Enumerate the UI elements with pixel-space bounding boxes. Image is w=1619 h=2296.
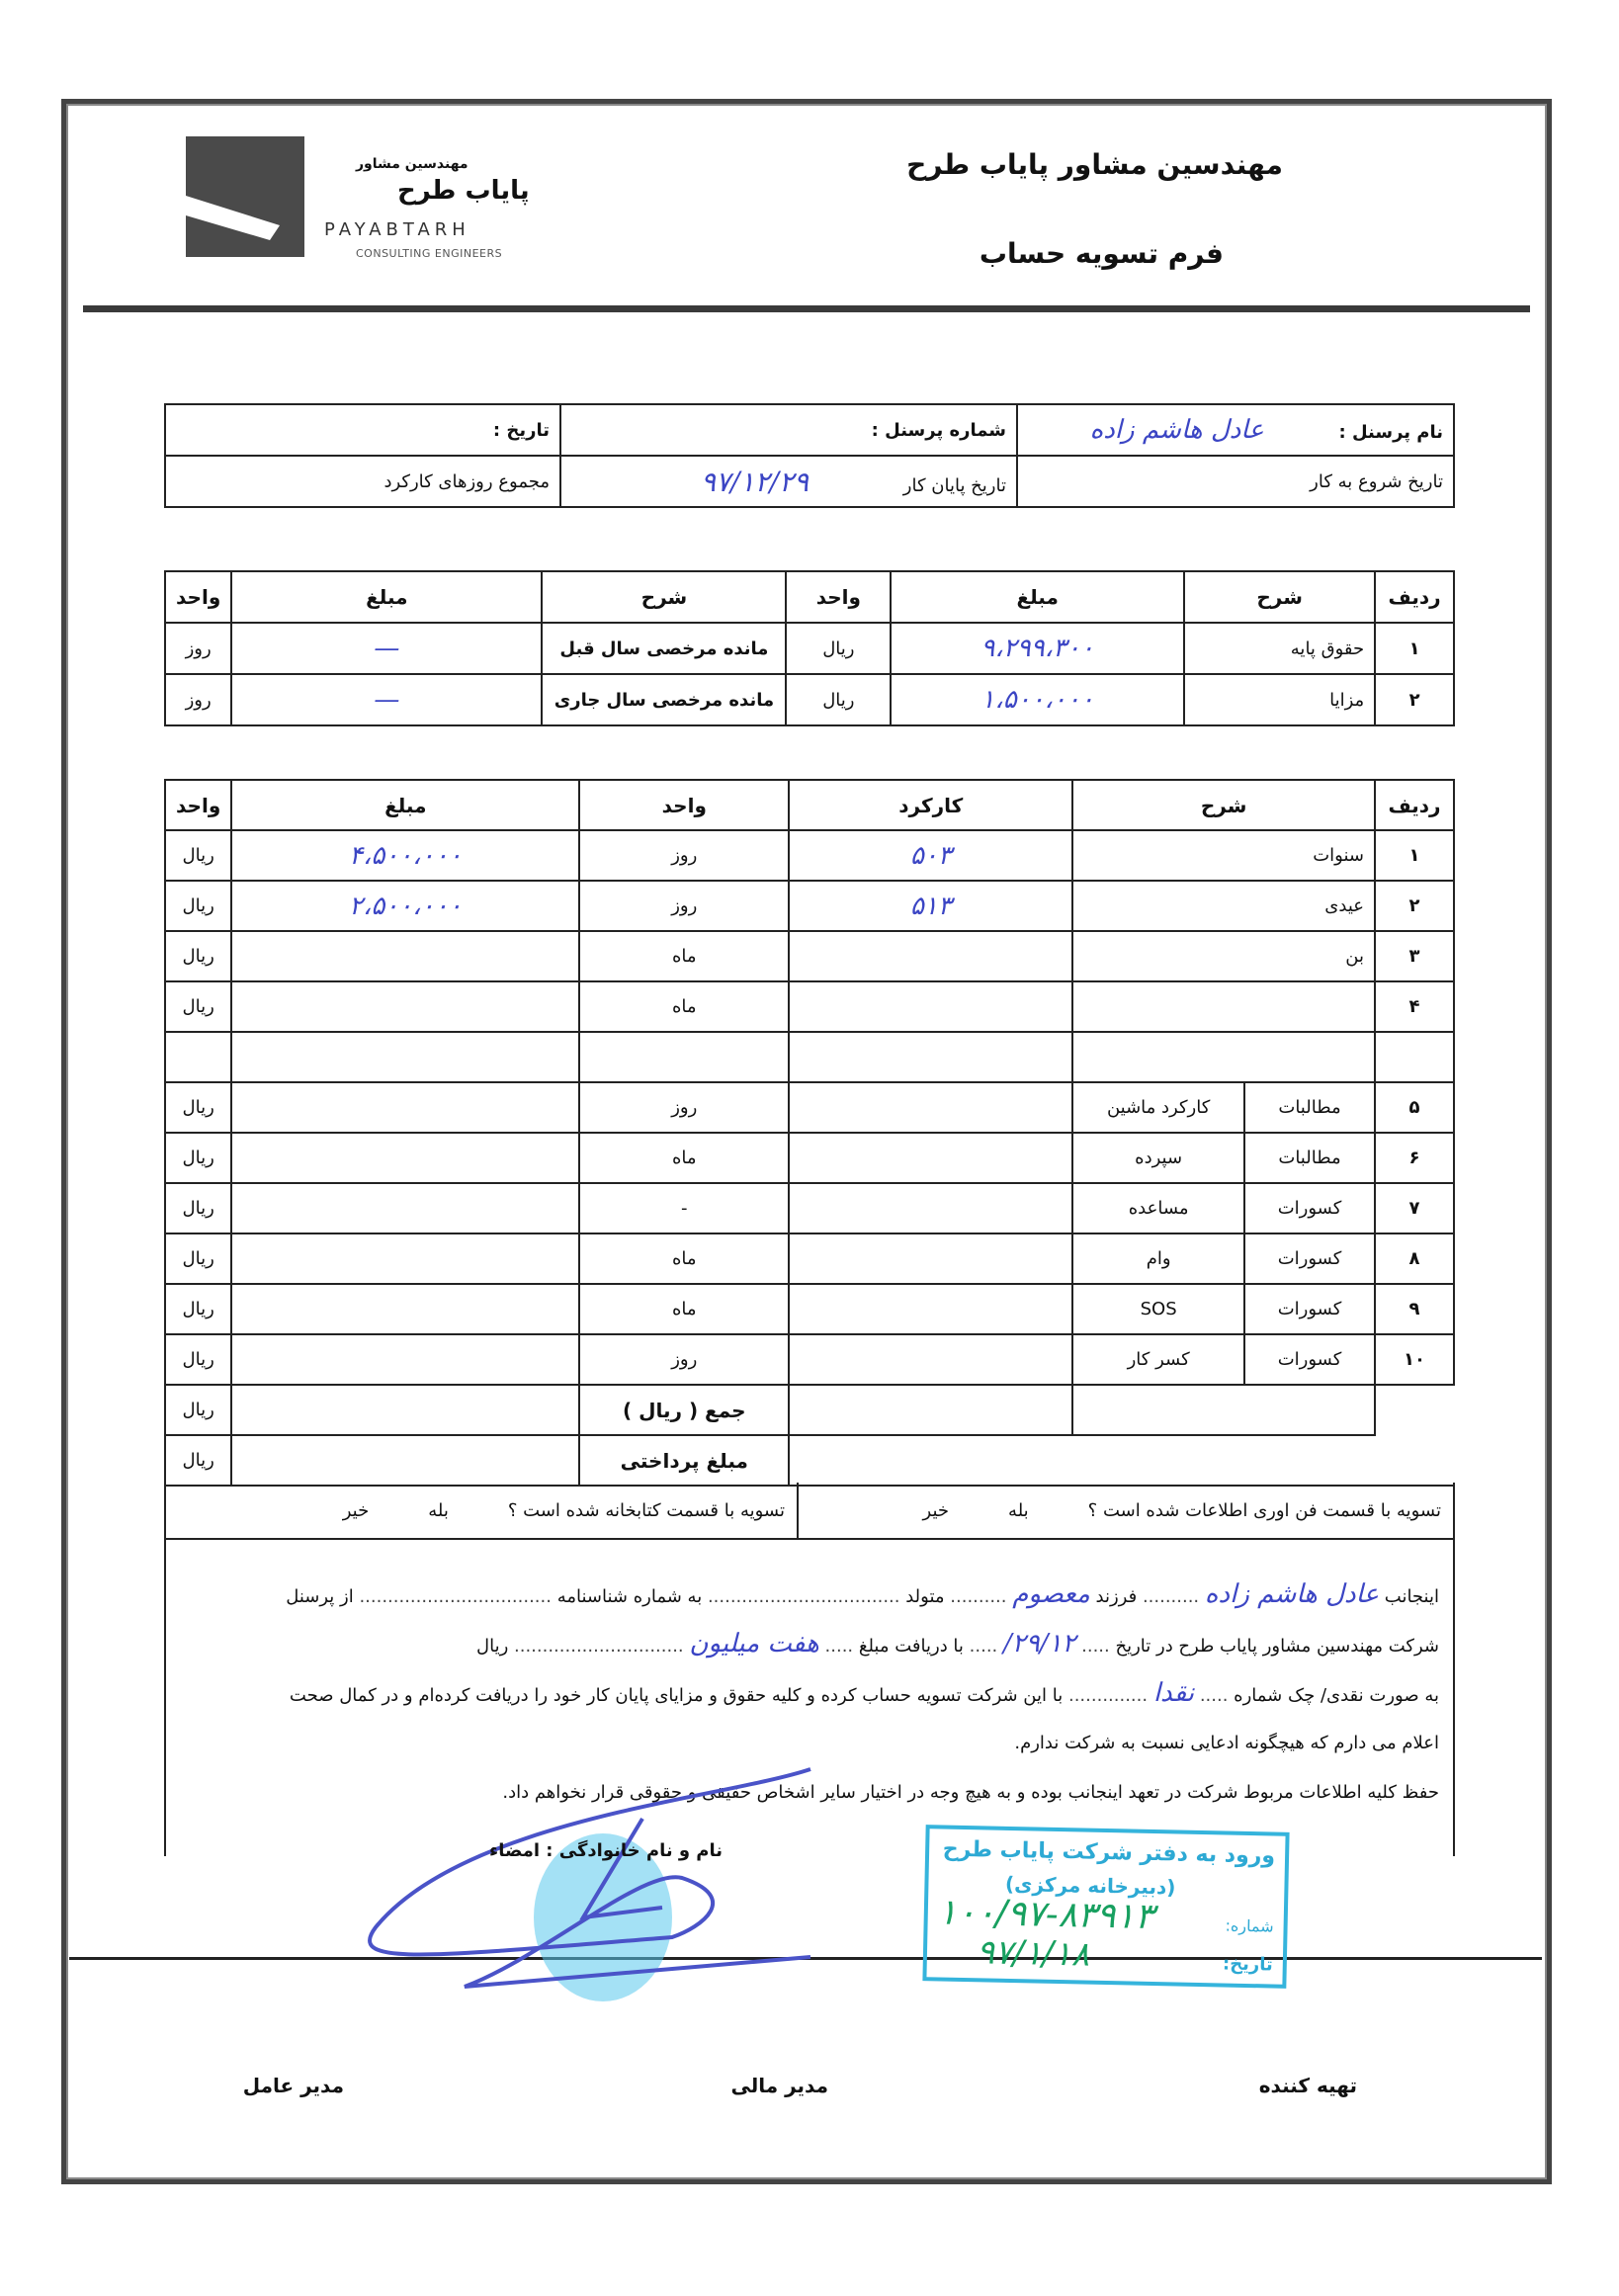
- row-amount[interactable]: ۴،۵۰۰،۰۰۰: [231, 830, 579, 881]
- blank-cell: [1072, 1032, 1375, 1082]
- row-work[interactable]: [789, 1233, 1072, 1284]
- stamp-subtitle: (دبیرخانه مرکزی): [1004, 1871, 1176, 1900]
- row-category: کسورات: [1244, 1183, 1375, 1233]
- col-header: مبلغ: [891, 571, 1184, 623]
- logo-persian-name: پایاب طرح: [397, 176, 530, 206]
- row-desc2: مانده مرخصی سال جاری: [542, 674, 786, 725]
- paid-currency: ریال: [165, 1435, 231, 1486]
- row-amount[interactable]: [231, 1284, 579, 1334]
- row-work[interactable]: ۵۱۳: [789, 881, 1072, 931]
- date-label: تاریخ :: [492, 419, 550, 441]
- company-logo: [186, 136, 304, 257]
- row-amount[interactable]: ۱،۵۰۰،۰۰۰: [891, 674, 1184, 725]
- row-currency: ریال: [165, 881, 231, 931]
- table-row: [165, 1133, 1454, 1183]
- end-date-value: ۹۷/۱۲/۲۹: [700, 465, 810, 498]
- table-row: [165, 1183, 1454, 1233]
- blank-cell: [1375, 1385, 1454, 1435]
- row-unit: ماه: [579, 931, 789, 981]
- it-clearance: [809, 1483, 1441, 1538]
- col-header: ردیف: [1375, 780, 1454, 830]
- row-currency: ریال: [165, 1334, 231, 1385]
- declaration-line-3: [290, 1678, 1439, 1708]
- row-unit2: روز: [165, 674, 231, 725]
- row-unit: ماه: [579, 1133, 789, 1183]
- row-currency: ریال: [165, 981, 231, 1032]
- decl-text: فرزند: [1095, 1586, 1138, 1607]
- row-unit: ماه: [579, 981, 789, 1032]
- decl-text: متولد: [905, 1586, 945, 1607]
- decl-text: اینجانب: [1384, 1586, 1439, 1607]
- dotted-field: ..........: [950, 1586, 1007, 1607]
- table-row: [165, 1284, 1454, 1334]
- row-work[interactable]: [789, 1133, 1072, 1183]
- logo-mark-icon: [186, 136, 304, 257]
- row-currency: ریال: [165, 1183, 231, 1233]
- col-header: مبلغ: [231, 571, 542, 623]
- total-amount[interactable]: [231, 1385, 579, 1435]
- paid-amount[interactable]: [231, 1435, 579, 1486]
- row-number: ۱: [1375, 623, 1454, 674]
- row-desc: عیدی: [1072, 881, 1375, 931]
- blank-cell: [789, 1032, 1072, 1082]
- dotted-field: .....: [1199, 1685, 1229, 1706]
- stamp-title: ورود به دفتر شرکت پایاب طرح: [942, 1836, 1276, 1869]
- end-date-cell[interactable]: [560, 456, 1017, 507]
- row-unit: -: [579, 1183, 789, 1233]
- decl-text: از پرسنل: [286, 1586, 354, 1607]
- blank-cell: [1375, 1032, 1454, 1082]
- decl-text: به صورت نقدی/ چک شماره: [1234, 1685, 1439, 1706]
- col-header: کارکرد: [789, 780, 1072, 830]
- row-currency: ریال: [165, 830, 231, 881]
- workdays-label: مجموع روزهای کارکرد: [383, 470, 550, 492]
- decl-text: با این شرکت تسویه حساب کرده و کلیه حقوق و مزایای پایان کار خود را دریافت کرده‌ام و در کمال صحت: [289, 1685, 1064, 1706]
- col-header: واحد: [165, 780, 231, 830]
- row-unit: روز: [579, 881, 789, 931]
- salary-table-header: [165, 571, 1454, 623]
- start-date-cell[interactable]: [1017, 456, 1454, 507]
- row-amount[interactable]: [231, 981, 579, 1032]
- date-cell[interactable]: [165, 404, 560, 456]
- company-title: مهندسین مشاور پایاب طرح: [906, 148, 1283, 181]
- row-desc: مزایا: [1184, 674, 1375, 725]
- col-header: واحد: [786, 571, 891, 623]
- registry-stamp: [922, 1825, 1289, 1989]
- end-date-label: تاریخ پایان کار: [902, 474, 1006, 496]
- total-currency: ریال: [165, 1385, 231, 1435]
- total-label: جمع ( ریال ): [579, 1385, 789, 1435]
- row-unit2: روز: [165, 623, 231, 674]
- paid-row: [165, 1435, 1454, 1486]
- row-desc2: مانده مرخصی سال قبل: [542, 623, 786, 674]
- row-number: ۷: [1375, 1183, 1454, 1233]
- table-row: [165, 830, 1454, 881]
- row-unit: روز: [579, 1082, 789, 1133]
- table-row: [165, 881, 1454, 931]
- declarant-name[interactable]: عادل هاشم زاده: [1204, 1579, 1380, 1609]
- row-desc: کارکرد ماشین: [1072, 1082, 1244, 1133]
- blank-row: [165, 1032, 1454, 1082]
- declaration-line-2: [476, 1629, 1439, 1658]
- stamp-number-value: ۱۰۰/۹۷-۸۳۹۱۳: [937, 1892, 1154, 1938]
- col-header: واحد: [165, 571, 231, 623]
- row-amount[interactable]: [231, 1082, 579, 1133]
- start-date-label: تاریخ شروع به کار: [1310, 470, 1443, 492]
- row-desc: سپرده: [1072, 1133, 1244, 1183]
- blank-cell: [231, 1032, 579, 1082]
- row-desc: وام: [1072, 1233, 1244, 1284]
- decl-text: ریال: [476, 1636, 509, 1657]
- blank-cell: [789, 1435, 1454, 1486]
- preparer-signature: تهیه کننده: [1258, 2074, 1357, 2097]
- father-name[interactable]: معصوم: [1012, 1579, 1090, 1609]
- row-number: ۸: [1375, 1233, 1454, 1284]
- row-desc: سنوات: [1072, 830, 1375, 881]
- logo-english-subtitle: CONSULTING ENGINEERS: [356, 247, 503, 260]
- row-number: ۶: [1375, 1133, 1454, 1183]
- signature-label: نام و نام خانوادگی : امضاء: [489, 1840, 724, 1861]
- blank-cell: [165, 1032, 231, 1082]
- received-amount[interactable]: هفت میلیون: [689, 1629, 819, 1658]
- total-row: [165, 1385, 1454, 1435]
- id-number-field[interactable]: ..................................: [359, 1586, 552, 1607]
- personnel-name-value: عادل هاشم زاده: [1089, 415, 1264, 445]
- dotted-field: .....: [969, 1636, 998, 1657]
- row-category: کسورات: [1244, 1334, 1375, 1385]
- col-header: ردیف: [1375, 571, 1454, 623]
- row-desc: حقوق پایه: [1184, 623, 1375, 674]
- row-number: ۱: [1375, 830, 1454, 881]
- logo-persian-subtitle: مهندسین مشاور: [356, 156, 469, 172]
- declaration-line-5: حفظ کلیه اطلاعات مربوط شرکت در تعهد اینجانب بوده و به هیچ وجه در اختیار سایر اشخاص حقیقی و حقوقی قرار نخواهم داد.: [502, 1782, 1439, 1803]
- row-desc: [1072, 981, 1375, 1032]
- library-no-option[interactable]: خیر: [342, 1499, 370, 1521]
- row-number: ۲: [1375, 881, 1454, 931]
- signature-fingerprint-icon: [346, 1759, 820, 2016]
- personnel-name-label: نام پرسنل :: [1338, 422, 1443, 443]
- row-currency: ریال: [165, 1133, 231, 1183]
- table-row: [165, 1082, 1454, 1133]
- row-desc: SOS: [1072, 1284, 1244, 1334]
- paid-label: مبلغ پرداختی: [579, 1435, 789, 1486]
- stamp-date-value: ۹۷/۱/۱۸: [976, 1932, 1090, 1975]
- workdays-cell[interactable]: [165, 456, 560, 507]
- check-number[interactable]: نقدا: [1152, 1678, 1195, 1708]
- row-unit: ماه: [579, 1284, 789, 1334]
- row-number: ۴: [1375, 981, 1454, 1032]
- row-unit: روز: [579, 830, 789, 881]
- library-yes-option[interactable]: بله: [428, 1499, 449, 1521]
- birthplace-field[interactable]: ..................................: [707, 1586, 900, 1607]
- row-currency: ریال: [165, 1233, 231, 1284]
- table-row: [165, 1233, 1454, 1284]
- row-desc: بن: [1072, 931, 1375, 981]
- col-header: شرح: [542, 571, 786, 623]
- row-unit: روز: [579, 1334, 789, 1385]
- stamp-number-label: شماره:: [1225, 1915, 1274, 1936]
- row-work[interactable]: [789, 1082, 1072, 1133]
- decl-text: با دریافت مبلغ: [858, 1636, 964, 1657]
- stamp-date-label: تاریخ:: [1222, 1953, 1274, 1976]
- dotted-field: ..........: [1142, 1586, 1200, 1607]
- table-row: [165, 623, 1454, 674]
- row-number: ۵: [1375, 1082, 1454, 1133]
- decl-text: به شماره شناسنامه: [556, 1586, 703, 1607]
- dotted-field: ..............................: [514, 1636, 684, 1657]
- library-question: تسویه با قسمت کتابخانه شده است ؟: [507, 1499, 785, 1521]
- it-question: تسویه با قسمت فن اوری اطلاعات شده است ؟: [1087, 1499, 1441, 1521]
- row-amount[interactable]: [231, 1183, 579, 1233]
- row-number: ۱۰: [1375, 1334, 1454, 1385]
- dotted-field: ..............: [1067, 1685, 1149, 1706]
- form-title: فرم تسویه حساب: [979, 237, 1224, 270]
- table-row: [165, 1334, 1454, 1385]
- decl-text: شرکت مهندسین مشاور پایاب طرح در تاریخ: [1115, 1636, 1439, 1657]
- blank-cell: [579, 1032, 789, 1082]
- total-blank: [789, 1385, 1072, 1435]
- row-amount[interactable]: [231, 1233, 579, 1284]
- row-work[interactable]: [789, 981, 1072, 1032]
- ceo-signature: مدیر عامل: [242, 2074, 344, 2097]
- salary-table: [164, 570, 1455, 726]
- table-row: [165, 674, 1454, 725]
- finance-manager-signature: مدیر مالی: [730, 2074, 828, 2097]
- row-category: مطالبات: [1244, 1082, 1375, 1133]
- table-row: [165, 981, 1454, 1032]
- row-number: ۲: [1375, 674, 1454, 725]
- row-currency: ریال: [165, 1082, 231, 1133]
- dotted-field: .....: [1081, 1636, 1110, 1657]
- col-header: واحد: [579, 780, 789, 830]
- personnel-number-cell[interactable]: [560, 404, 1017, 456]
- personnel-name-cell[interactable]: [1017, 404, 1454, 456]
- row-work[interactable]: ۵۰۳: [789, 830, 1072, 881]
- row-amount2[interactable]: —: [231, 674, 542, 725]
- row-desc: مساعده: [1072, 1183, 1244, 1233]
- row-work[interactable]: [789, 931, 1072, 981]
- row-amount[interactable]: [231, 1133, 579, 1183]
- table-row: [165, 931, 1454, 981]
- row-work[interactable]: [789, 1183, 1072, 1233]
- personnel-info-table: [164, 403, 1455, 508]
- row-amount[interactable]: [231, 1334, 579, 1385]
- items-table: [164, 779, 1455, 1487]
- it-yes-option[interactable]: بله: [1008, 1499, 1029, 1521]
- logo-english-name: PAYABTARH: [324, 219, 470, 240]
- row-currency: ریال: [165, 931, 231, 981]
- row-currency: ریال: [165, 1284, 231, 1334]
- row-number: ۳: [1375, 931, 1454, 981]
- row-number: ۹: [1375, 1284, 1454, 1334]
- settlement-date[interactable]: ۲۹/۱۲/: [1003, 1629, 1076, 1658]
- clearance-questions: [164, 1483, 1455, 1540]
- col-header: مبلغ: [231, 780, 579, 830]
- row-work[interactable]: [789, 1334, 1072, 1385]
- row-work[interactable]: [789, 1284, 1072, 1334]
- row-category: مطالبات: [1244, 1133, 1375, 1183]
- row-amount[interactable]: [231, 931, 579, 981]
- personnel-number-label: شماره پرسنل :: [871, 419, 1006, 441]
- row-unit: ریال: [786, 623, 891, 674]
- row-category: کسورات: [1244, 1233, 1375, 1284]
- row-amount2[interactable]: —: [231, 623, 542, 674]
- row-desc: کسر کار: [1072, 1334, 1244, 1385]
- row-amount[interactable]: ۲،۵۰۰،۰۰۰: [231, 881, 579, 931]
- col-header: شرح: [1184, 571, 1375, 623]
- it-no-option[interactable]: خیر: [922, 1499, 950, 1521]
- library-clearance: [166, 1483, 799, 1538]
- total-blank: [1072, 1385, 1375, 1435]
- declaration-line-1: [286, 1579, 1439, 1609]
- row-amount[interactable]: ۹،۲۹۹،۳۰۰: [891, 623, 1184, 674]
- col-header: شرح: [1072, 780, 1375, 830]
- dotted-field: .....: [824, 1636, 854, 1657]
- row-category: کسورات: [1244, 1284, 1375, 1334]
- row-unit: ماه: [579, 1233, 789, 1284]
- row-unit: ریال: [786, 674, 891, 725]
- items-table-header: [165, 780, 1454, 830]
- declaration-line-4: اعلام می دارم که هیچگونه ادعایی نسبت به شرکت ندارم.: [1014, 1733, 1439, 1753]
